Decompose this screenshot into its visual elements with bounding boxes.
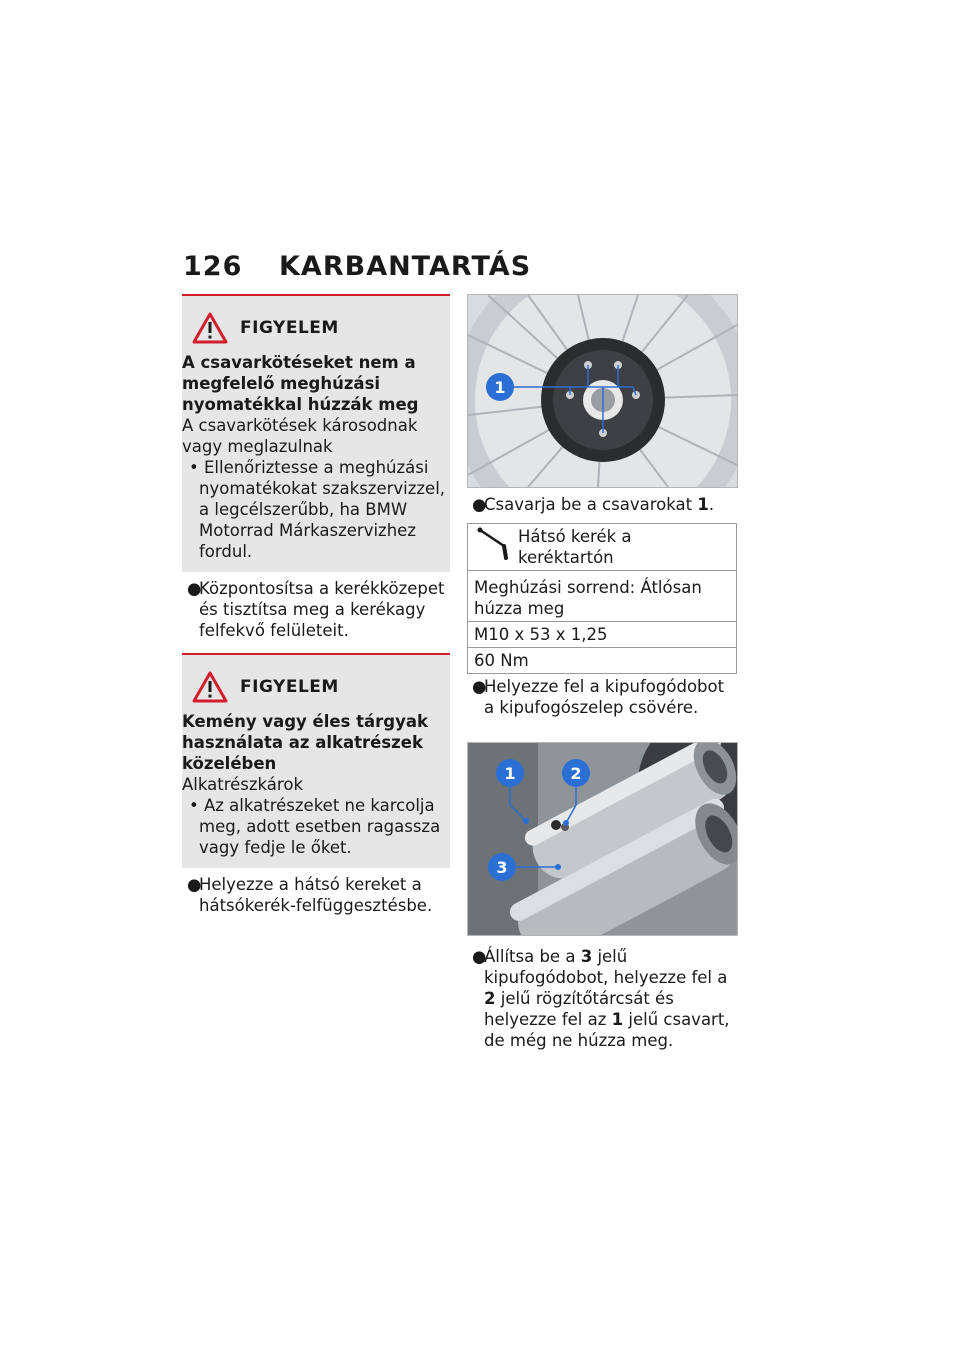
step-text: jelű csavart, de még ne húzza meg. (484, 1010, 730, 1050)
page-header (183, 246, 531, 286)
left-column (182, 294, 450, 916)
callout-label: 3 (496, 858, 508, 877)
step-insert-wheel (182, 874, 450, 916)
warning-label: FIGYELEM (240, 318, 339, 338)
warning-box-sharp-objects (182, 653, 450, 868)
bullet-icon: ● (472, 495, 487, 514)
spec-torque: 60 Nm (468, 648, 737, 674)
warning-action: • Az alkatrészeket ne karcolja meg, adott esetben ragassza vagy fedje le őket. (189, 796, 441, 857)
warning-header (182, 667, 450, 707)
warning-cause: A csavarkötések károsodnak vagy meglazulnak (182, 416, 418, 456)
reference-number: 1 (611, 1010, 624, 1029)
chapter-title: KARBANTARTÁS (279, 250, 532, 282)
bullet-icon: ● (472, 947, 487, 966)
spec-thread: M10 x 53 x 1,25 (468, 622, 737, 648)
warning-cause: Alkatrészkárok (182, 775, 303, 794)
warning-header (182, 308, 450, 348)
step-text: Helyezze fel a kipufogódobot a kipufogószelep csövére. (484, 677, 725, 717)
torque-wrench-icon (474, 526, 514, 562)
spec-heading: Hátsó kerék a keréktartón (518, 527, 632, 567)
reference-number: 2 (484, 989, 496, 1008)
table-row (468, 648, 737, 674)
reference-number: 3 (580, 947, 593, 966)
warning-title: Kemény vagy éles tárgyak használata az alkatrészek közelében (182, 712, 428, 773)
step-adjust-silencer (467, 946, 738, 1051)
warning-title: A csavarkötéseket nem a megfelelő meghúzási nyomatékkal húzzák meg (182, 353, 419, 414)
table-row (468, 571, 737, 622)
warning-label: FIGYELEM (240, 677, 339, 697)
warning-triangle-icon (192, 312, 228, 344)
step-center-hub (182, 578, 450, 641)
spec-heading-cell (468, 524, 737, 571)
torque-spec-table (467, 523, 737, 674)
step-text: Központosítsa a kerékközepet és tisztítsa meg a kerékagy felfekvő felületeit. (199, 579, 445, 640)
step-text: jelű rögzítőtárcsát és helyezze fel az (484, 989, 674, 1029)
step-text: Állítsa be a (484, 947, 576, 966)
page-number: 126 (183, 250, 243, 282)
callout-label: 1 (494, 378, 506, 397)
step-fit-silencer (467, 676, 738, 718)
wheel-hub-photo (467, 294, 738, 488)
spec-sequence: Meghúzási sorrend: Átlósan húzza meg (468, 571, 737, 622)
warning-text (182, 707, 450, 858)
warning-action-text: Az alkatrészeket ne karcolja meg, adott esetben ragassza vagy fedje le őket. (199, 796, 441, 857)
step-text: jelű kipufogódobot, helyezze fel a (484, 947, 728, 987)
warning-text (182, 348, 450, 562)
step-screw-in-bolts (467, 494, 738, 515)
exhaust-illustration (468, 743, 737, 935)
reference-number: 1 (697, 495, 709, 514)
warning-box-bolts (182, 294, 450, 572)
callout-label: 2 (570, 764, 582, 783)
right-column (467, 294, 738, 1051)
step-text-end: . (708, 495, 715, 514)
table-row (468, 622, 737, 648)
wheel-hub-illustration (468, 295, 737, 487)
bullet-icon: ● (187, 875, 202, 894)
bullet-icon: ● (472, 677, 487, 696)
step-text: Csavarja be a csavarokat (484, 495, 693, 514)
step-text: Helyezze a hátsó kereket a hátsókerék-felfüggesztésbe. (199, 875, 433, 915)
bullet-icon: ● (187, 579, 202, 598)
table-row (468, 524, 737, 571)
exhaust-photo (467, 742, 738, 936)
warning-action-text: Ellenőriztesse a meghúzási nyomatékokat szakszervizzel, a legcélszerűbb, ha BMW Motorrad Márkaszervizhez fordul. (199, 458, 446, 561)
warning-triangle-icon (192, 671, 228, 703)
callout-label: 1 (504, 764, 516, 783)
warning-action: • Ellenőriztesse a meghúzási nyomatékokat szakszervizzel, a legcélszerűbb, ha BMW Motorrad Márkaszervizhez fordul. (189, 458, 446, 561)
